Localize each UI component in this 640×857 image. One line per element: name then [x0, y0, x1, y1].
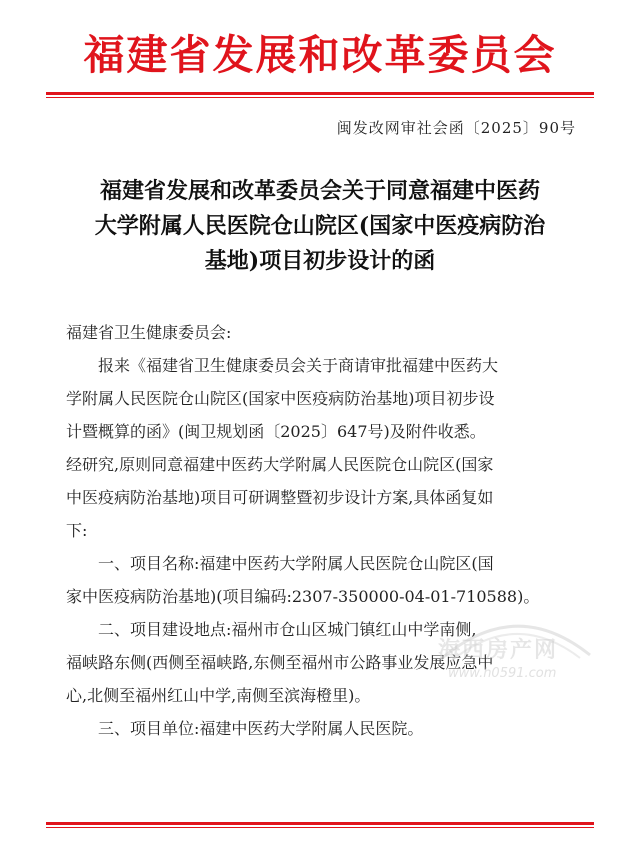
- body-line: 家中医疫病防治基地)(项目编码:2307-350000-04-01-710588)。: [66, 587, 540, 606]
- title-line: 基地)项目初步设计的函: [204, 248, 436, 274]
- issuer-header: 福建省发展和改革委员会: [83, 31, 557, 79]
- title-line: 大学附属人民医院仓山院区(国家中医疫病防治: [94, 213, 546, 239]
- watermark-text: 海西房产网: [438, 638, 559, 663]
- header-rule-thin: [46, 97, 594, 98]
- body-line: 经研究,原则同意福建中医药大学附属人民医院仓山院区(国家: [66, 455, 494, 474]
- document-body: [66, 316, 578, 745]
- body-line: 福峡路东侧(西侧至福峡路,东侧至福州市公路事业发展应急中: [66, 653, 494, 672]
- title-line: 福建省发展和改革委员会关于同意福建中医药: [99, 178, 540, 204]
- body-line: 报来《福建省卫生健康委员会关于商请审批福建中医药大: [66, 356, 499, 375]
- body-line: 二、项目建设地点:福州市仓山区城门镇红山中学南侧,: [66, 620, 477, 639]
- body-line: 一、项目名称:福建中医药大学附属人民医院仓山院区(国: [66, 554, 494, 573]
- footer-rule-thin: [46, 827, 594, 828]
- body-line: 下:: [66, 521, 88, 540]
- body-line: 学附属人民医院仓山院区(国家中医疫病防治基地)项目初步设: [66, 389, 495, 408]
- document-title: [60, 174, 580, 279]
- header-rule-thick: [46, 92, 594, 95]
- footer-rule-thick: [46, 822, 594, 825]
- body-line: 计暨概算的函》(闽卫规划函〔2025〕647号)及附件收悉。: [66, 422, 486, 441]
- body-line: 福建省卫生健康委员会:: [66, 323, 232, 342]
- document-number: 闽发改网审社会函〔2025〕90号: [336, 119, 576, 137]
- body-line: 中医疫病防治基地)项目可研调整暨初步设计方案,具体函复如: [66, 488, 494, 507]
- body-line: 三、项目单位:福建中医药大学附属人民医院。: [66, 719, 424, 738]
- watermark-url: www.h0591.com: [448, 666, 557, 681]
- body-line: 心,北侧至福州红山中学,南侧至滨海橙里)。: [66, 686, 371, 705]
